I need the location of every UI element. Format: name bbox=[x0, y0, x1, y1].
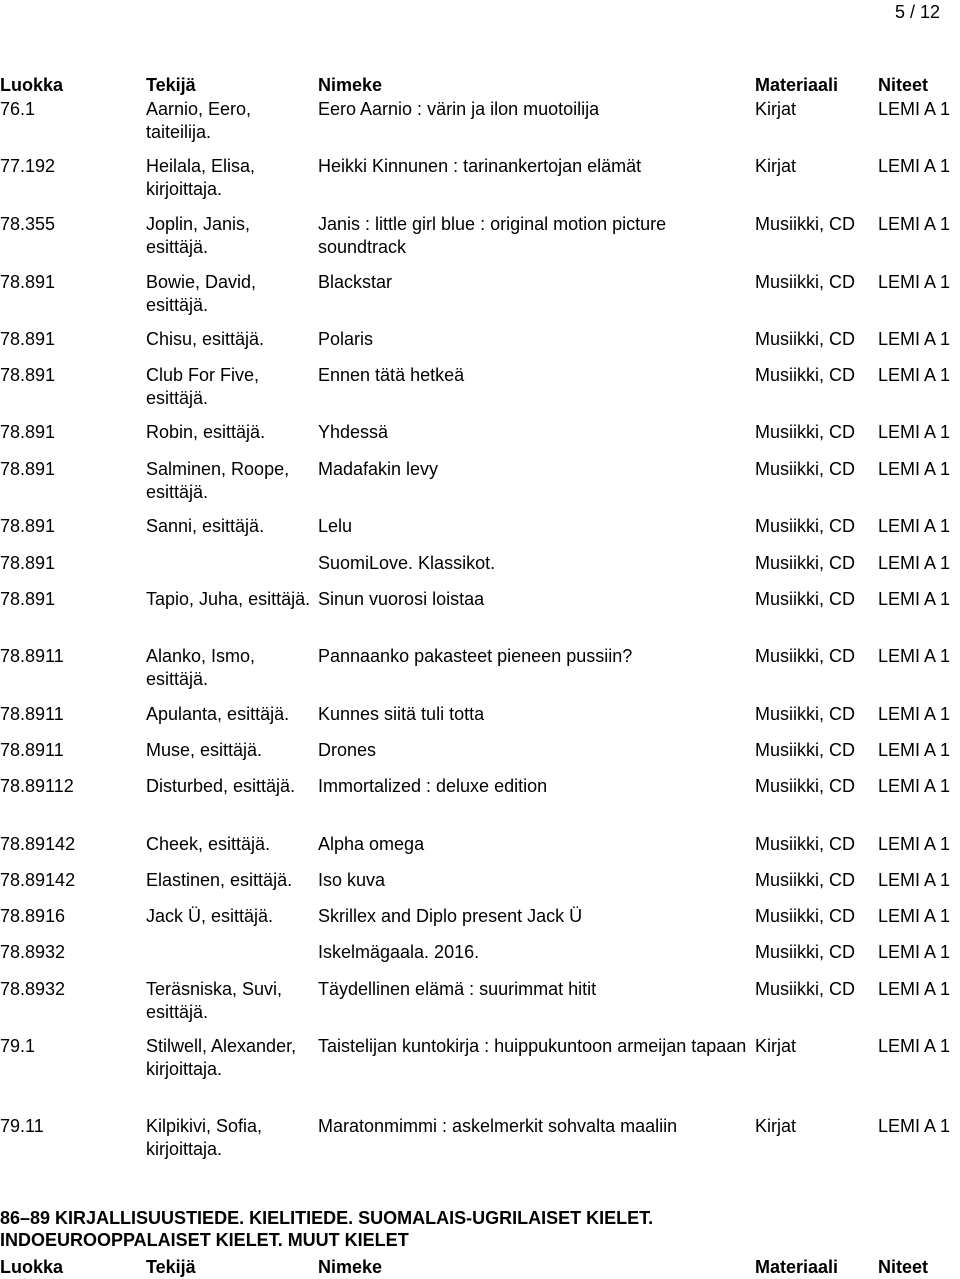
cell-title: Taistelijan kuntokirja : huippukuntoon armeijan tapaan bbox=[318, 1036, 747, 1056]
cell-author: Salminen, Roope, esittäjä. bbox=[146, 459, 290, 502]
cell-material: Musiikki, CD bbox=[755, 459, 856, 479]
header-title: Nimeke bbox=[318, 1257, 383, 1277]
cell-class: 78.891 bbox=[0, 365, 56, 385]
cell-author: Kilpikivi, Sofia, kirjoittaja. bbox=[146, 1116, 263, 1159]
cell-notes: LEMI A 1 bbox=[878, 740, 951, 760]
cell-class: 76.1 bbox=[0, 99, 36, 119]
table-row bbox=[0, 552, 960, 588]
page-number: 5 / 12 bbox=[894, 2, 940, 22]
cell-notes: LEMI A 1 bbox=[878, 459, 951, 479]
table-row bbox=[0, 364, 960, 421]
cell-author: Aarnio, Eero, taiteilija. bbox=[146, 99, 252, 142]
table-row bbox=[0, 155, 960, 213]
header-author: Tekijä bbox=[146, 75, 196, 95]
table-row bbox=[0, 1035, 960, 1115]
cell-class: 79.11 bbox=[0, 1116, 44, 1136]
cell-class: 78.891 bbox=[0, 589, 56, 609]
table-row bbox=[0, 739, 960, 775]
cell-material: Musiikki, CD bbox=[755, 906, 856, 926]
table-row bbox=[0, 1115, 960, 1173]
cell-notes: LEMI A 1 bbox=[878, 214, 951, 234]
cell-title: Maratonmimmi : askelmerkit sohvalta maaliin bbox=[318, 1116, 678, 1136]
cell-title: Iskelmägaala. 2016. bbox=[318, 942, 480, 962]
cell-notes: LEMI A 1 bbox=[878, 942, 951, 962]
cell-author: Stilwell, Alexander, kirjoittaja. bbox=[146, 1036, 297, 1079]
cell-material: Musiikki, CD bbox=[755, 942, 856, 962]
cell-notes: LEMI A 1 bbox=[878, 870, 951, 890]
cell-notes: LEMI A 1 bbox=[878, 272, 951, 292]
cell-title: Iso kuva bbox=[318, 870, 386, 890]
header-class: Luokka bbox=[0, 75, 64, 95]
cell-notes: LEMI A 1 bbox=[878, 156, 951, 176]
cell-author: Teräsniska, Suvi, esittäjä. bbox=[146, 979, 283, 1022]
cell-author: Heilala, Elisa, kirjoittaja. bbox=[146, 156, 256, 199]
cell-class: 78.8932 bbox=[0, 979, 66, 999]
cell-material: Musiikki, CD bbox=[755, 704, 856, 724]
cell-material: Kirjat bbox=[755, 99, 797, 119]
cell-material: Musiikki, CD bbox=[755, 329, 856, 349]
table-row bbox=[0, 515, 960, 552]
cell-material: Musiikki, CD bbox=[755, 979, 856, 999]
cell-material: Musiikki, CD bbox=[755, 516, 856, 536]
cell-class: 78.8932 bbox=[0, 942, 66, 962]
cell-material: Musiikki, CD bbox=[755, 553, 856, 573]
cell-material: Musiikki, CD bbox=[755, 870, 856, 890]
cell-title: Heikki Kinnunen : tarinankertojan elämät bbox=[318, 156, 642, 176]
table-header bbox=[0, 74, 960, 98]
section-heading-line-1: 86–89 KIRJALLISUUSTIEDE. KIELITIEDE. SUOMALAIS-UGRILAISET KIELET. bbox=[0, 1208, 654, 1228]
cell-class: 78.8911 bbox=[0, 740, 64, 760]
cell-author: Bowie, David, esittäjä. bbox=[146, 272, 257, 315]
cell-title: Immortalized : deluxe edition bbox=[318, 776, 548, 796]
cell-author: Muse, esittäjä. bbox=[146, 740, 263, 760]
cell-title: Drones bbox=[318, 740, 377, 760]
cell-class: 78.89112 bbox=[0, 776, 74, 796]
cell-title: Janis : little girl blue : original motion picture soundtrack bbox=[318, 214, 667, 257]
table-row bbox=[0, 833, 960, 869]
cell-title: Skrillex and Diplo present Jack Ü bbox=[318, 906, 583, 926]
section-heading-line-2: INDOEUROOPPALAISET KIELET. MUUT KIELET bbox=[0, 1230, 409, 1250]
table-row bbox=[0, 645, 960, 703]
cell-material: Musiikki, CD bbox=[755, 272, 856, 292]
cell-title: Lelu bbox=[318, 516, 353, 536]
cell-material: Musiikki, CD bbox=[755, 776, 856, 796]
cell-author: Club For Five, esittäjä. bbox=[146, 365, 260, 408]
cell-title: SuomiLove. Klassikot. bbox=[318, 553, 496, 573]
cell-notes: LEMI A 1 bbox=[878, 99, 951, 119]
table-row bbox=[0, 458, 960, 515]
header-material: Materiaali bbox=[755, 75, 839, 95]
header-notes: Niteet bbox=[878, 75, 929, 95]
cell-notes: LEMI A 1 bbox=[878, 1036, 951, 1056]
table-row bbox=[0, 328, 960, 364]
cell-author: Tapio, Juha, esittäjä. bbox=[146, 589, 311, 609]
cell-title: Ennen tätä hetkeä bbox=[318, 365, 465, 385]
cell-notes: LEMI A 1 bbox=[878, 365, 951, 385]
cell-material: Musiikki, CD bbox=[755, 422, 856, 442]
cell-notes: LEMI A 1 bbox=[878, 834, 951, 854]
cell-title: Kunnes siitä tuli totta bbox=[318, 704, 485, 724]
cell-class: 78.891 bbox=[0, 272, 56, 292]
cell-notes: LEMI A 1 bbox=[878, 589, 951, 609]
cell-material: Kirjat bbox=[755, 156, 797, 176]
cell-notes: LEMI A 1 bbox=[878, 979, 951, 999]
table-row bbox=[0, 421, 960, 458]
cell-class: 78.89142 bbox=[0, 870, 76, 890]
table-row bbox=[0, 271, 960, 328]
header-notes: Niteet bbox=[878, 1257, 929, 1277]
cell-author: Alanko, Ismo, esittäjä. bbox=[146, 646, 256, 689]
cell-notes: LEMI A 1 bbox=[878, 646, 951, 666]
cell-notes: LEMI A 1 bbox=[878, 329, 951, 349]
cell-title: Yhdessä bbox=[318, 422, 389, 442]
cell-class: 78.8911 bbox=[0, 646, 64, 666]
cell-title: Alpha omega bbox=[318, 834, 425, 854]
cell-class: 78.891 bbox=[0, 553, 56, 573]
catalog-table bbox=[0, 74, 960, 1173]
cell-class: 78.891 bbox=[0, 422, 56, 442]
cell-title: Eero Aarnio : värin ja ilon muotoilija bbox=[318, 99, 600, 119]
cell-author: Jack Ü, esittäjä. bbox=[146, 906, 274, 926]
cell-author: Cheek, esittäjä. bbox=[146, 834, 271, 854]
cell-notes: LEMI A 1 bbox=[878, 553, 951, 573]
cell-author: Joplin, Janis, esittäjä. bbox=[146, 214, 251, 257]
table-row bbox=[0, 98, 960, 155]
table-row bbox=[0, 703, 960, 739]
table-row bbox=[0, 905, 960, 941]
cell-title: Blackstar bbox=[318, 272, 393, 292]
cell-title: Madafakin levy bbox=[318, 459, 439, 479]
cell-material: Musiikki, CD bbox=[755, 834, 856, 854]
cell-notes: LEMI A 1 bbox=[878, 704, 951, 724]
cell-material: Musiikki, CD bbox=[755, 589, 856, 609]
cell-title: Polaris bbox=[318, 329, 374, 349]
header-title: Nimeke bbox=[318, 75, 383, 95]
table-row bbox=[0, 978, 960, 1035]
cell-material: Musiikki, CD bbox=[755, 646, 856, 666]
cell-notes: LEMI A 1 bbox=[878, 906, 951, 926]
cell-notes: LEMI A 1 bbox=[878, 1116, 951, 1136]
cell-notes: LEMI A 1 bbox=[878, 422, 951, 442]
cell-title: Pannaanko pakasteet pieneen pussiin? bbox=[318, 646, 633, 666]
cell-notes: LEMI A 1 bbox=[878, 776, 951, 796]
table-body bbox=[0, 98, 960, 1173]
cell-title: Sinun vuorosi loistaa bbox=[318, 589, 485, 609]
cell-class: 78.891 bbox=[0, 516, 56, 536]
table-row bbox=[0, 213, 960, 271]
table-row bbox=[0, 775, 960, 833]
cell-material: Musiikki, CD bbox=[755, 214, 856, 234]
cell-class: 78.355 bbox=[0, 214, 56, 234]
cell-class: 77.192 bbox=[0, 156, 56, 176]
cell-class: 78.891 bbox=[0, 329, 56, 349]
cell-class: 78.8916 bbox=[0, 906, 66, 926]
header-class: Luokka bbox=[0, 1257, 64, 1277]
cell-author: Robin, esittäjä. bbox=[146, 422, 266, 442]
cell-author: Elastinen, esittäjä. bbox=[146, 870, 293, 890]
cell-author: Chisu, esittäjä. bbox=[146, 329, 265, 349]
cell-author: Apulanta, esittäjä. bbox=[146, 704, 290, 724]
table-row bbox=[0, 941, 960, 978]
cell-class: 78.89142 bbox=[0, 834, 76, 854]
cell-material: Musiikki, CD bbox=[755, 365, 856, 385]
header-material: Materiaali bbox=[755, 1257, 839, 1277]
table-row bbox=[0, 588, 960, 645]
cell-material: Kirjat bbox=[755, 1116, 797, 1136]
section-heading bbox=[0, 1207, 960, 1251]
cell-class: 79.1 bbox=[0, 1036, 36, 1056]
cell-title: Täydellinen elämä : suurimmat hitit bbox=[318, 979, 597, 999]
cell-class: 78.8911 bbox=[0, 704, 64, 724]
cell-author: Sanni, esittäjä. bbox=[146, 516, 265, 536]
cell-material: Kirjat bbox=[755, 1036, 797, 1056]
table-row bbox=[0, 869, 960, 905]
header-author: Tekijä bbox=[146, 1257, 196, 1277]
cell-material: Musiikki, CD bbox=[755, 740, 856, 760]
cell-class: 78.891 bbox=[0, 459, 56, 479]
cell-author: Disturbed, esittäjä. bbox=[146, 776, 296, 796]
cell-notes: LEMI A 1 bbox=[878, 516, 951, 536]
